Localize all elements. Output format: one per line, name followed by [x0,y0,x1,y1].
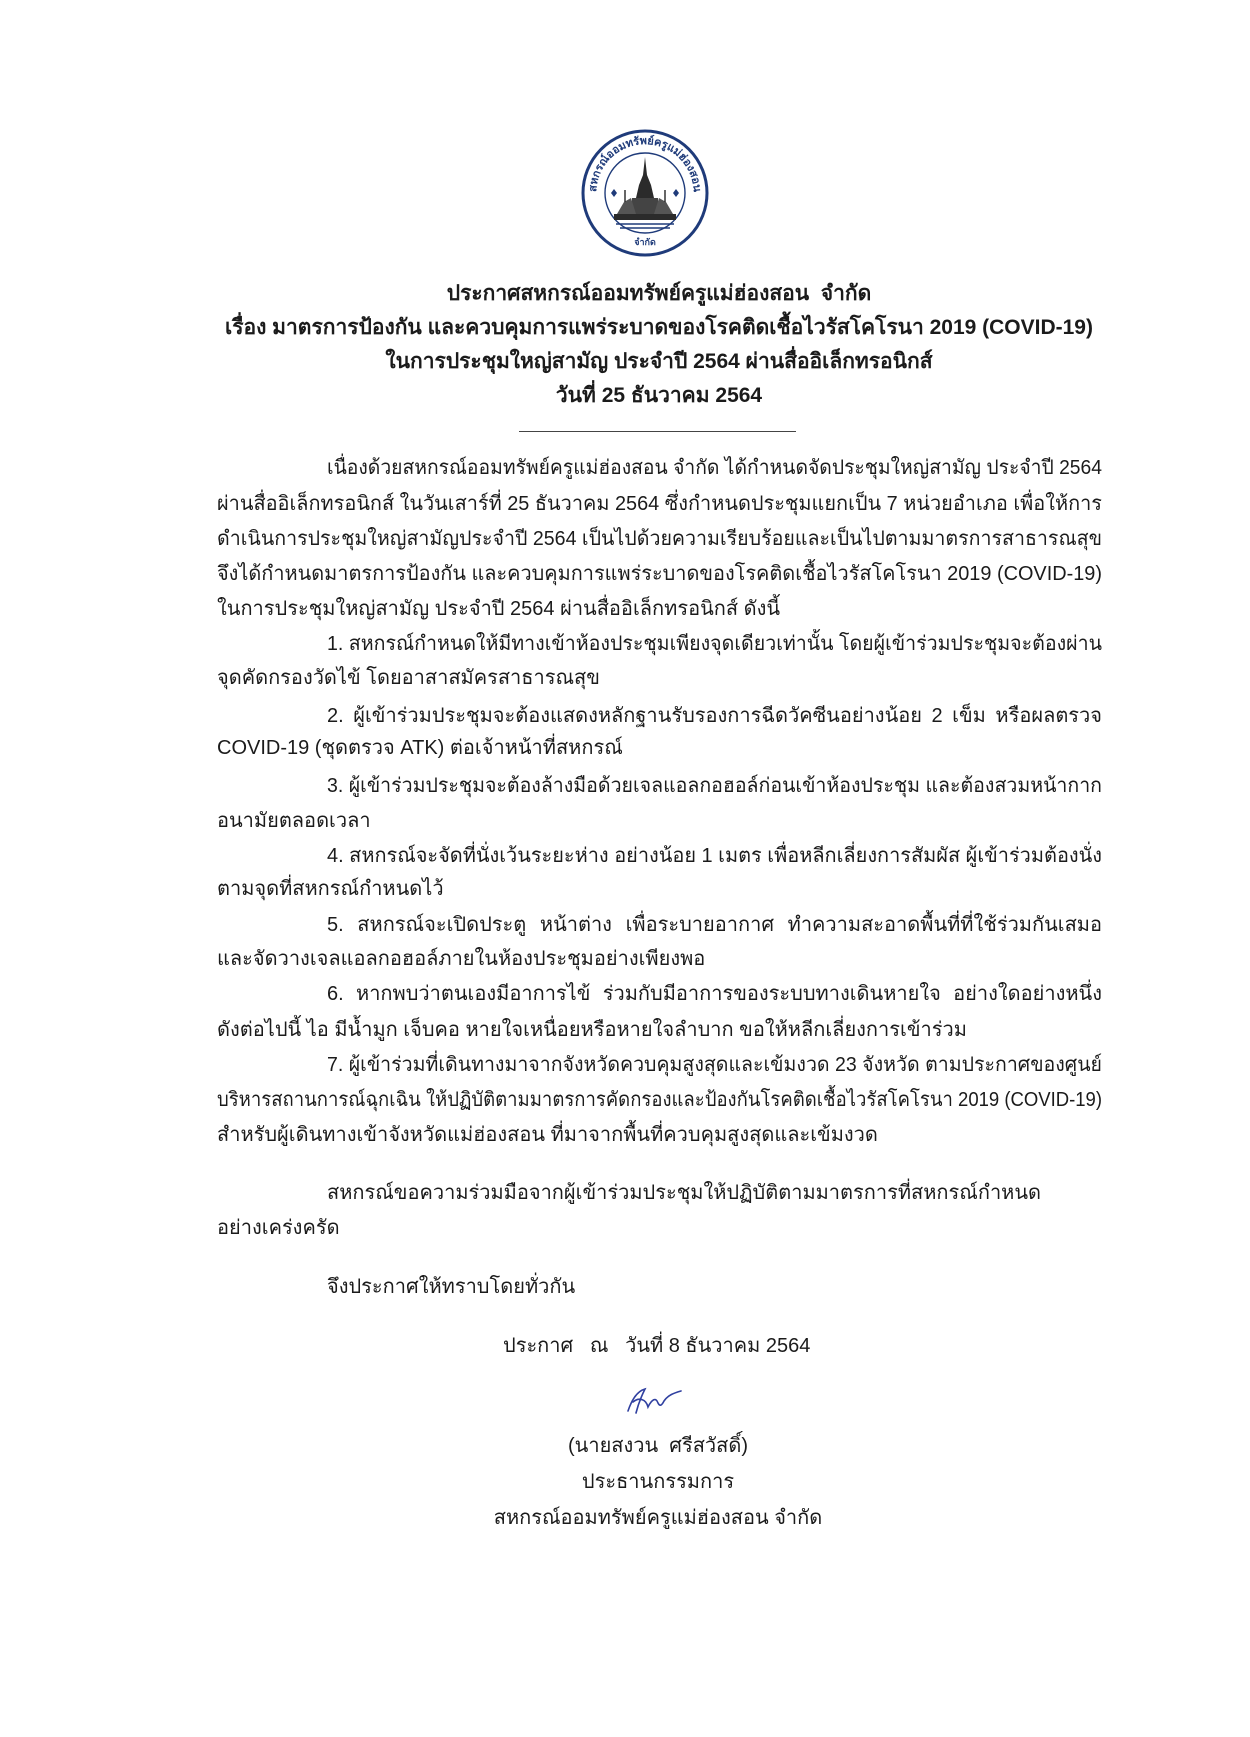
cooperative-seal-icon [580,128,710,258]
measure-2-line: COVID-19 (ชุดตรวจ ATK) ต่อเจ้าหน้าที่สหกรณ์ [217,737,623,759]
measure-5-line: 5. สหกรณ์จะเปิดประตู หน้าต่าง เพื่อระบายอากาศ ทำความสะอาดพื้นที่ที่ใช้ร่วมกันเสมอ [327,914,1102,936]
measure-7-line: บริหารสถานการณ์ฉุกเฉิน ให้ปฏิบัติตามมาตรการคัดกรองและป้องกันโรคติดเชื้อไวรัสโคโรนา 2019 (COVID-19) [217,1089,1102,1111]
measure-3-line: 3. ผู้เข้าร่วมประชุมจะต้องล้างมือด้วยเจลแอลกอฮอล์ก่อนเข้าห้องประชุม และต้องสวมหน้ากาก [327,775,1102,797]
closing-line: สหกรณ์ขอความร่วมมือจากผู้เข้าร่วมประชุมให้ปฏิบัติตามมาตรการที่สหกรณ์กำหนด [327,1182,1042,1204]
announcement-date: ประกาศ ณ วันที่ 8 ธันวาคม 2564 [503,1335,811,1357]
announcement-subject: เรื่อง มาตรการป้องกัน และควบคุมการแพร่ระบาดของโรคติดเชื้อไวรัสโคโรนา 2019 (COVID-19) [225,316,1093,339]
measure-4-line: ตามจุดที่สหกรณ์กำหนดไว้ [217,878,444,900]
measure-7-line: 7. ผู้เข้าร่วมที่เดินทางมาจากจังหวัดควบคุมสูงสุดและเข้มงวด 23 จังหวัด ตามประกาศของศูนย์ [327,1054,1102,1076]
intro-line: จึงได้กำหนดมาตรการป้องกัน และควบคุมการแพร่ระบาดของโรคติดเชื้อไวรัสโคโรนา 2019 (COVID-19) [217,563,1102,585]
signatory-name: (นายสงวน ศรีสวัสดิ์) [568,1435,748,1457]
measure-3-line: อนามัยตลอดเวลา [217,810,371,832]
closing-line: อย่างเคร่งครัด [217,1217,340,1239]
measure-2-line: 2. ผู้เข้าร่วมประชุมจะต้องแสดงหลักฐานรับรองการฉีดวัคซีนอย่างน้อย 2 เข็ม หรือผลตรวจ [327,705,1102,727]
seal-ring-text: สหกรณ์ออมทรัพย์ครูแม่ฮ่องสอน [586,134,704,193]
title-divider [519,431,796,432]
measure-4-line: 4. สหกรณ์จะจัดที่นั่งเว้นระยะห่าง อย่างน้อย 1 เมตร เพื่อหลีกเลี่ยงการสัมผัส ผู้เข้าร่วมต้องนั่ง [327,845,1102,867]
signatory-organization: สหกรณ์ออมทรัพย์ครูแม่ฮ่องสอน จำกัด [493,1507,823,1529]
measure-5-line: และจัดวางเจลแอลกอฮอล์ภายในห้องประชุมอย่างเพียงพอ [217,948,706,970]
measure-6-line: ดังต่อไปนี้ ไอ มีน้ำมูก เจ็บคอ หายใจเหนื่อยหรือหายใจลำบาก ขอให้หลีกเลี่ยงการเข้าร่วม [217,1019,967,1041]
announcement-title: ประกาศสหกรณ์ออมทรัพย์ครูแม่ฮ่องสอน จำกัด [446,282,872,305]
intro-line: ดำเนินการประชุมใหญ่สามัญประจำปี 2564 เป็นไปด้วยความเรียบร้อยและเป็นไปตามมาตรการสาธารณสุข [217,528,1102,550]
measure-1-line: 1. สหกรณ์กำหนดให้มีทางเข้าห้องประชุมเพียงจุดเดียวเท่านั้น โดยผู้เข้าร่วมประชุมจะต้องผ่าน [327,633,1102,655]
signature-icon [624,1385,686,1417]
intro-line: เนื่องด้วยสหกรณ์ออมทรัพย์ครูแม่ฮ่องสอน จำกัด ได้กำหนดจัดประชุมใหญ่สามัญ ประจำปี 2564 [327,457,1102,479]
announcement-statement: จึงประกาศให้ทราบโดยทั่วกัน [327,1276,576,1298]
seal-bottom-text: จำกัด [634,238,656,248]
intro-line: ในการประชุมใหญ่สามัญ ประจำปี 2564 ผ่านสื่ออิเล็กทรอนิกส์ ดังนี้ [217,598,781,620]
meeting-date: วันที่ 25 ธันวาคม 2564 [555,384,763,407]
signatory-position: ประธานกรรมการ [581,1471,735,1493]
measure-7-line: สำหรับผู้เดินทางเข้าจังหวัดแม่ฮ่องสอน ที่มาจากพื้นที่ควบคุมสูงสุดและเข้มงวด [217,1124,878,1146]
intro-line: ผ่านสื่ออิเล็กทรอนิกส์ ในวันเสาร์ที่ 25 ธันวาคม 2564 ซึ่งกำหนดประชุมแยกเป็น 7 หน่วยอำเภอ เพื่อให้การ [217,493,1102,515]
measure-1-line: จุดคัดกรองวัดไข้ โดยอาสาสมัครสาธารณสุข [217,667,600,689]
measure-6-line: 6. หากพบว่าตนเองมีอาการไข้ ร่วมกับมีอาการของระบบทางเดินหายใจ อย่างใดอย่างหนึ่ง [327,983,1102,1005]
meeting-name: ในการประชุมใหญ่สามัญ ประจำปี 2564 ผ่านสื่ออิเล็กทรอนิกส์ [385,350,933,373]
